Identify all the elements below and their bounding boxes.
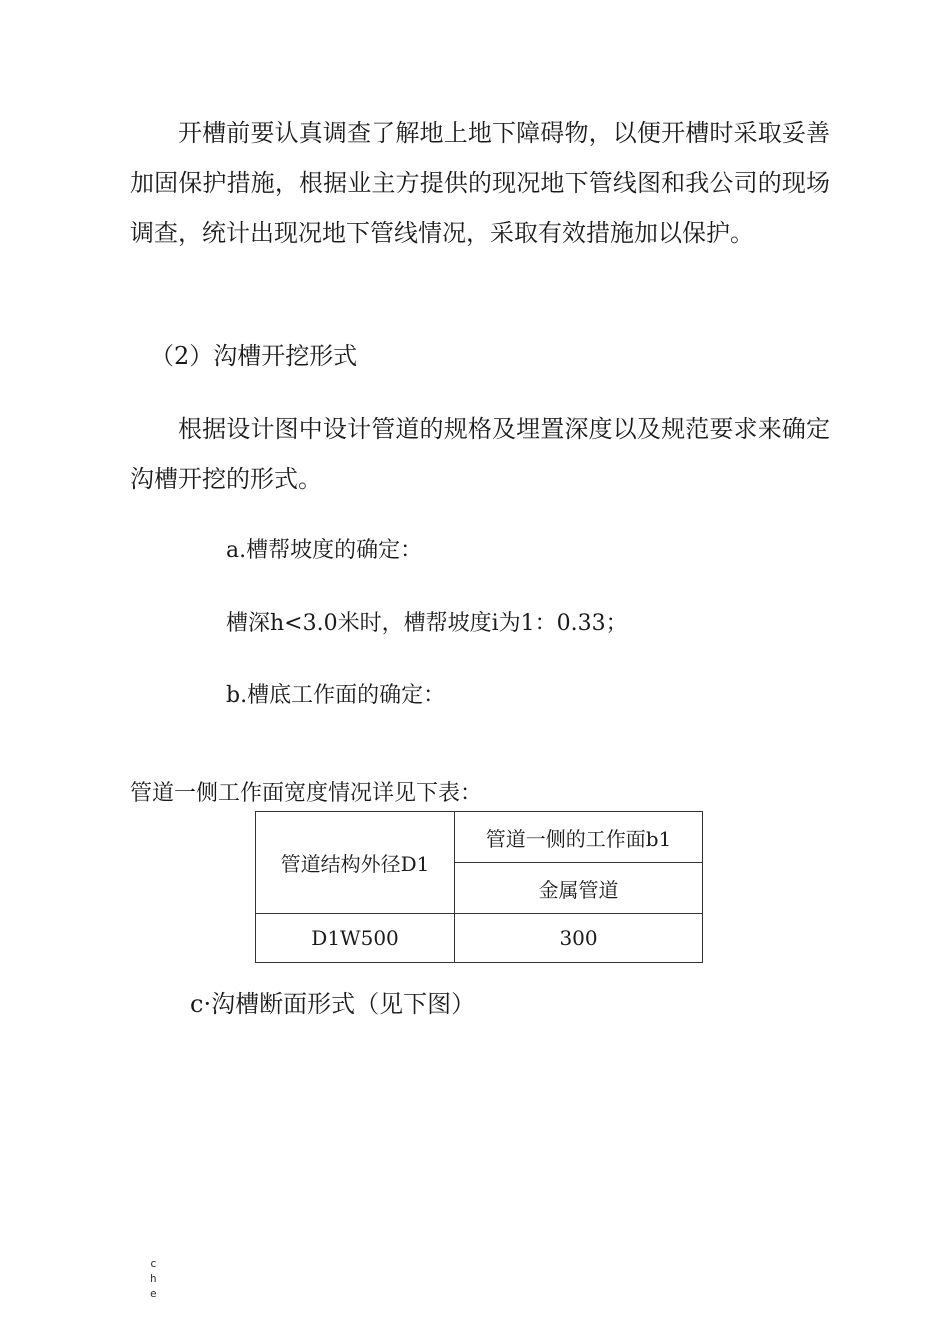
col1-header: 管道结构外径D1 bbox=[256, 812, 455, 914]
work-face-table bbox=[255, 811, 703, 963]
col2-header: 管道一侧的工作面b1 bbox=[455, 812, 703, 863]
section-paragraph: 根据设计图中设计管道的规格及埋置深度以及规范要求来确定沟槽开挖的形式。 bbox=[130, 415, 830, 493]
col2-subheader: 金属管道 bbox=[455, 863, 703, 914]
item-a-title: a.槽帮坡度的确定： bbox=[226, 538, 423, 563]
table-row bbox=[256, 914, 703, 963]
table-caption: 管道一侧工作面宽度情况详见下表： bbox=[130, 781, 483, 806]
table-cell-diameter: D1W500 bbox=[256, 914, 455, 963]
item-c-title: c·沟槽断面形式（见下图） bbox=[190, 990, 476, 1018]
table-cell-work-face: 300 bbox=[455, 914, 703, 963]
table-header-row bbox=[256, 812, 703, 863]
item-a-text: 槽深h<3.0米时，槽帮坡度i为1：0.33； bbox=[226, 611, 628, 636]
intro-paragraph: 开槽前要认真调查了解地上地下障碍物，以便开槽时采取妥善加固保护措施，根据业主方提供的现况地下管线图和我公司的现场调查，统计出现况地下管线情况，采取有效措施加以保护。 bbox=[130, 119, 830, 247]
section-heading: （2）沟槽开挖形式 bbox=[150, 342, 358, 370]
item-b-title: b.槽底工作面的确定： bbox=[226, 683, 446, 708]
side-note: che bbox=[150, 1257, 157, 1300]
